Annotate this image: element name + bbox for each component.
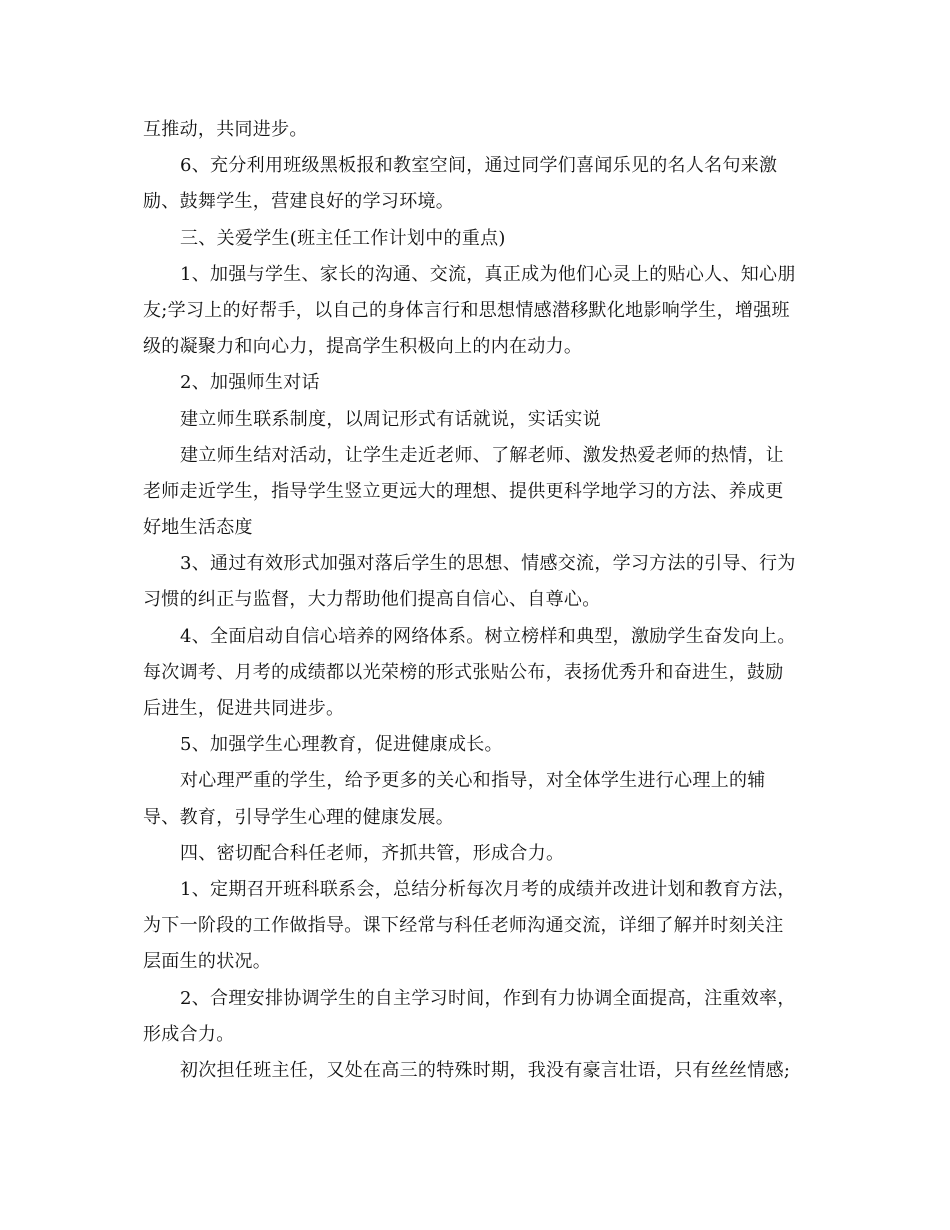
text-line: 对心理严重的学生，给予更多的关心和指导，对全体学生进行心理上的辅 (180, 770, 766, 792)
text-line: 老师走近学生，指导学生竖立更远大的理想、提供更科学地学习的方法、养成更 (143, 480, 784, 502)
text-line: 层面生的状况。 (143, 951, 272, 973)
text-line: 励、鼓舞学生，营建良好的学习环境。 (143, 191, 455, 213)
text-line: 每次调考、月考的成绩都以光荣榜的形式张贴公布，表扬优秀升和奋进生，鼓励 (143, 661, 784, 683)
text-line: 四、密切配合科任老师，齐抓共管，形成合力。 (180, 842, 565, 864)
text-line: 6、充分利用班级黑板报和教室空间，通过同学们喜闻乐见的名人名句来激 (180, 155, 778, 177)
text-line: 建立师生结对活动，让学生走近老师、了解老师、激发热爱老师的热情，让 (180, 444, 784, 466)
text-line: 好地生活态度 (143, 517, 253, 539)
text-line: 友;学习上的好帮手，以自己的身体言行和思想情感潜移默化地影响学生，增强班 (143, 299, 790, 321)
text-line: 为下一阶段的工作做指导。课下经常与科任老师沟通交流，详细了解并时刻关注 (143, 915, 784, 937)
text-line: 5、加强学生心理教育，促进健康成长。 (180, 734, 503, 756)
text-line: 后进生，促进共同进步。 (143, 698, 345, 719)
text-line: 级的凝聚力和向心力，提高学生积极向上的内在动力。 (143, 336, 583, 358)
text-line: 习惯的纠正与监督，大力帮助他们提高自信心、自尊心。 (143, 589, 601, 611)
text-line: 2、加强师生对话 (180, 372, 320, 394)
text-line: 建立师生联系制度，以周记形式有话就说，实话实说 (180, 408, 601, 430)
text-line: 1、加强与学生、家长的沟通、交流，真正成为他们心灵上的贴心人、知心朋 (180, 263, 796, 285)
text-line: 4、全面启动自信心培养的网络体系。树立榜样和典型，激励学生奋发向上。 (180, 625, 796, 647)
text-line: 三、关爱学生(班主任工作计划中的重点) (180, 227, 506, 249)
text-line: 初次担任班主任，又处在高三的特殊时期，我没有豪言壮语，只有丝丝情感; (180, 1059, 791, 1081)
text-line: 3、通过有效形式加强对落后学生的思想、情感交流，学习方法的引导、行为 (180, 553, 796, 575)
document-body (143, 112, 808, 1089)
text-line: 2、合理安排协调学生的自主学习时间，作到有力协调全面提高，注重效率， (180, 987, 796, 1009)
text-line: 互推动，共同进步。 (143, 119, 308, 140)
text-line: 导、教育，引导学生心理的健康发展。 (143, 806, 455, 828)
text-line: 形成合力。 (143, 1023, 235, 1045)
text-line: 1、定期召开班科联系会，总结分析每次月考的成绩并改进计划和教育方法， (180, 878, 796, 900)
